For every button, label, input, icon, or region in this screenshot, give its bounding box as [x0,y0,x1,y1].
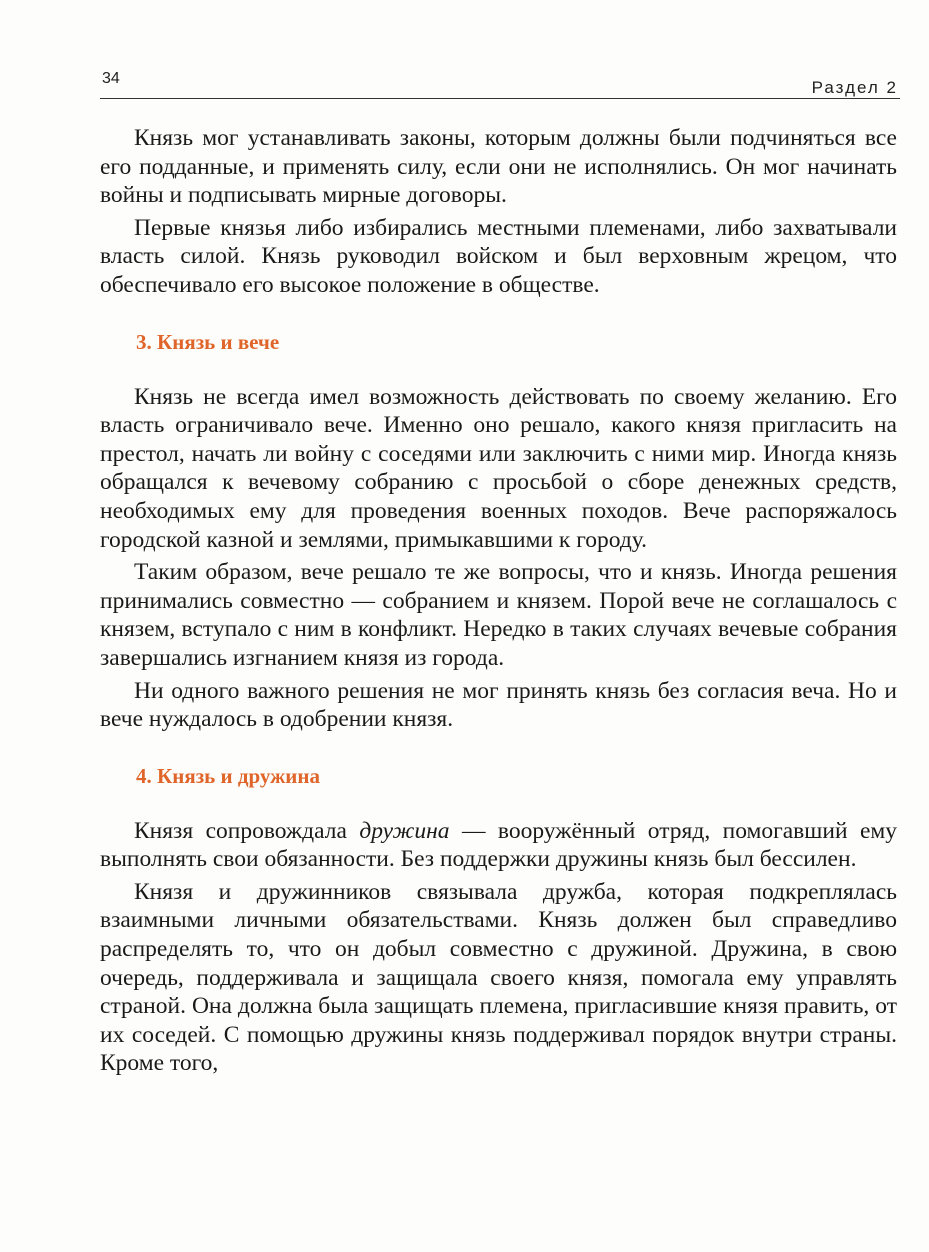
paragraph: Князя и дружинников связывала дружба, которая подкреплялась взаимными личными обязательствами. Князь должен был справедливо распределять то, что он добыл совместно с дружиной. Дружина, в свою очередь, поддерживала и защищала своего князя, помогала ему управлять страной. Она должна была защищать племена, пригласившие князя править, от их соседей. С помощью дружины князь поддерживал порядок внутри страны. Кроме того, [100,878,897,1077]
section-label: Раздел 2 [811,78,898,97]
key-term: дружина [359,817,450,844]
text-run: Князя сопровождала [134,817,360,844]
page-number: 34 [102,70,120,87]
paragraph: Первые князья либо избирались местными племенами, либо захватывали власть силой. Князь руководил войском и был верховным жрецом, что обеспечивало его высокое положение в обществе. [100,214,897,298]
paragraph: Князь мог устанавливать законы, которым должны были подчиняться все его подданные, и применять силу, если они не исполнялись. Он мог начинать войны и подписывать мирные договоры. [100,125,897,209]
paragraph: Ни одного важного решения не мог принять князь без согласия веча. Но и вече нуждалось в одобрении князя. [100,677,897,733]
page-content [100,124,897,1082]
section-heading: 4. Князь и дружина [136,763,321,788]
paragraph [100,817,897,874]
section-heading: 3. Князь и вече [136,329,280,354]
page-header [100,66,900,100]
paragraph: Князь не всегда имел возможность действовать по своему желанию. Его власть ограничивало вече. Именно оно решало, какого князя пригласить на престол, начать ли войну с соседями или заключить с ними мир. Иногда князь обращался к вечевому собранию с просьбой о сборе денежных средств, необходимых ему для проведения военных походов. Вече распоряжалось городской казной и землями, примыкавшими к городу. [100,383,897,553]
header-divider [100,98,900,99]
paragraph: Таким образом, вече решало те же вопросы, что и князь. Иногда решения принимались совместно — собранием и князем. Порой вече не соглашалось с князем, вступало с ним в конфликт. Нередко в таких случаях вечевые собрания завершались изгнанием князя из города. [100,559,897,671]
text-run: — вооружённый отряд, помогавший ему выполнять свои обязанности. Без поддержки дружины князь был бессилен. [100,817,897,873]
